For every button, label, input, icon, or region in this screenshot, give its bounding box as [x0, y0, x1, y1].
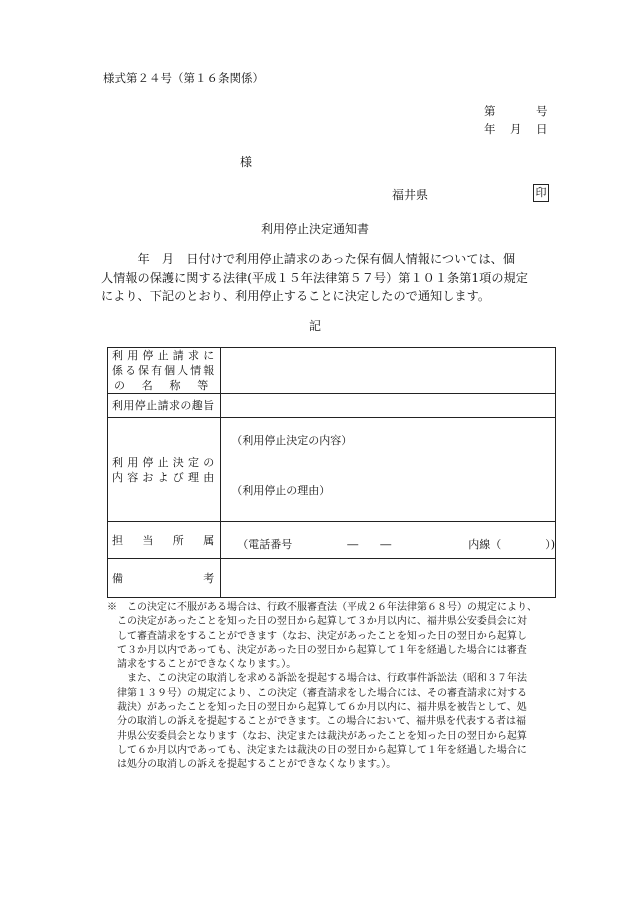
note-line: 裁決）があったことを知った日の翌日から起算して６か月以内に、福井県を被告として、処 — [107, 702, 527, 714]
note-line: この決定があったことを知った日の翌日から起算して３か月以内に、福井県公安委員会に対 — [107, 616, 527, 628]
row-info-name-value[interactable] — [221, 348, 556, 394]
label-line: の名称等 — [114, 379, 209, 392]
note-line: して審査請求をすることができます（なお、決定があったことを知った日の翌日から起算し — [107, 630, 527, 642]
phone-line: （電話番号 ― ― 内線（ ）) — [237, 538, 555, 551]
date-month: 月 — [510, 122, 522, 136]
note-line: 分の取消しの訴えを提起することができます。この場合において、福井県を代表する者は福 — [107, 716, 526, 728]
decision-table — [107, 347, 556, 598]
label-line: 内容および理由 — [112, 470, 215, 484]
note-line: は処分の取消しの訴えを提起することができなくなります。）。 — [107, 759, 397, 771]
row-purpose-label — [108, 394, 221, 418]
doc-number-prefix: 第 — [484, 104, 496, 118]
row-remarks-label — [108, 559, 221, 598]
note-line: ※ この決定に不服がある場合は、行政不服審査法（平成２６年法律第６８号）の規定により、 — [107, 602, 537, 613]
note-line: 律第１３９号）の規定により、この決定（審査請求をした場合には、その審査請求に対する — [107, 687, 527, 699]
row-decision-value[interactable] — [221, 418, 556, 522]
seal-box: 印 — [533, 184, 549, 202]
row-department-value[interactable] — [221, 522, 556, 559]
note-line: して６か月以内であっても、決定または裁決の日の翌日から起算して１年を経過した場合に — [107, 744, 527, 756]
label-line: 担当所属 — [112, 533, 215, 547]
body-line: により、下記のとおり、利用停止することに決定したので通知します。 — [101, 289, 491, 303]
ki-heading: 記 — [308, 319, 321, 333]
row-decision-label — [108, 418, 221, 522]
row-info-name-label — [108, 348, 221, 394]
note-line: また、この決定の取消しを求める訴訟を提起する場合は、行政事件訴訟法（昭和３７年法 — [107, 673, 527, 685]
body-paragraph — [101, 250, 561, 306]
label-line: 利用停止請求の趣旨 — [112, 399, 215, 412]
label-line: 利用停止決定の — [112, 455, 215, 469]
note-line: 請求をすることができなくなります。）。 — [107, 659, 297, 671]
body-line: 年 月 日付けで利用停止請求のあった保有個人情報については、個 — [101, 252, 516, 266]
row-remarks-value[interactable] — [221, 559, 556, 598]
notes-section — [107, 601, 559, 773]
date-day: 日 — [536, 122, 548, 136]
label-line: 係る保有個人情報 — [112, 364, 215, 377]
document-title: 利用停止決定通知書 — [260, 222, 369, 236]
row-purpose-value[interactable] — [221, 394, 556, 418]
date-year: 年 — [484, 122, 496, 136]
decision-reason-heading: （利用停止の理由） — [231, 484, 331, 497]
decision-content-heading: （利用停止決定の内容） — [231, 434, 353, 447]
row-department-label — [108, 522, 221, 559]
label-line: 備考 — [112, 571, 215, 585]
issuer-name: 福井県 — [392, 188, 429, 202]
addressee-suffix: 様 — [240, 155, 253, 169]
body-line: 人情報の保護に関する法律(平成１５年法律第５７号）第１０１条第1項の規定 — [101, 270, 528, 285]
doc-number-suffix: 号 — [536, 104, 548, 118]
form-number: 様式第２４号（第１６条関係） — [103, 71, 264, 85]
note-line: て３か月以内であっても、決定があった日の翌日から起算して１年を経過した場合には審査 — [107, 644, 527, 656]
note-line: 井県公安委員会となります（なお、決定または裁決があったことを知った日の翌日から起算 — [107, 730, 527, 742]
label-line: 利用停止請求に — [112, 349, 215, 362]
